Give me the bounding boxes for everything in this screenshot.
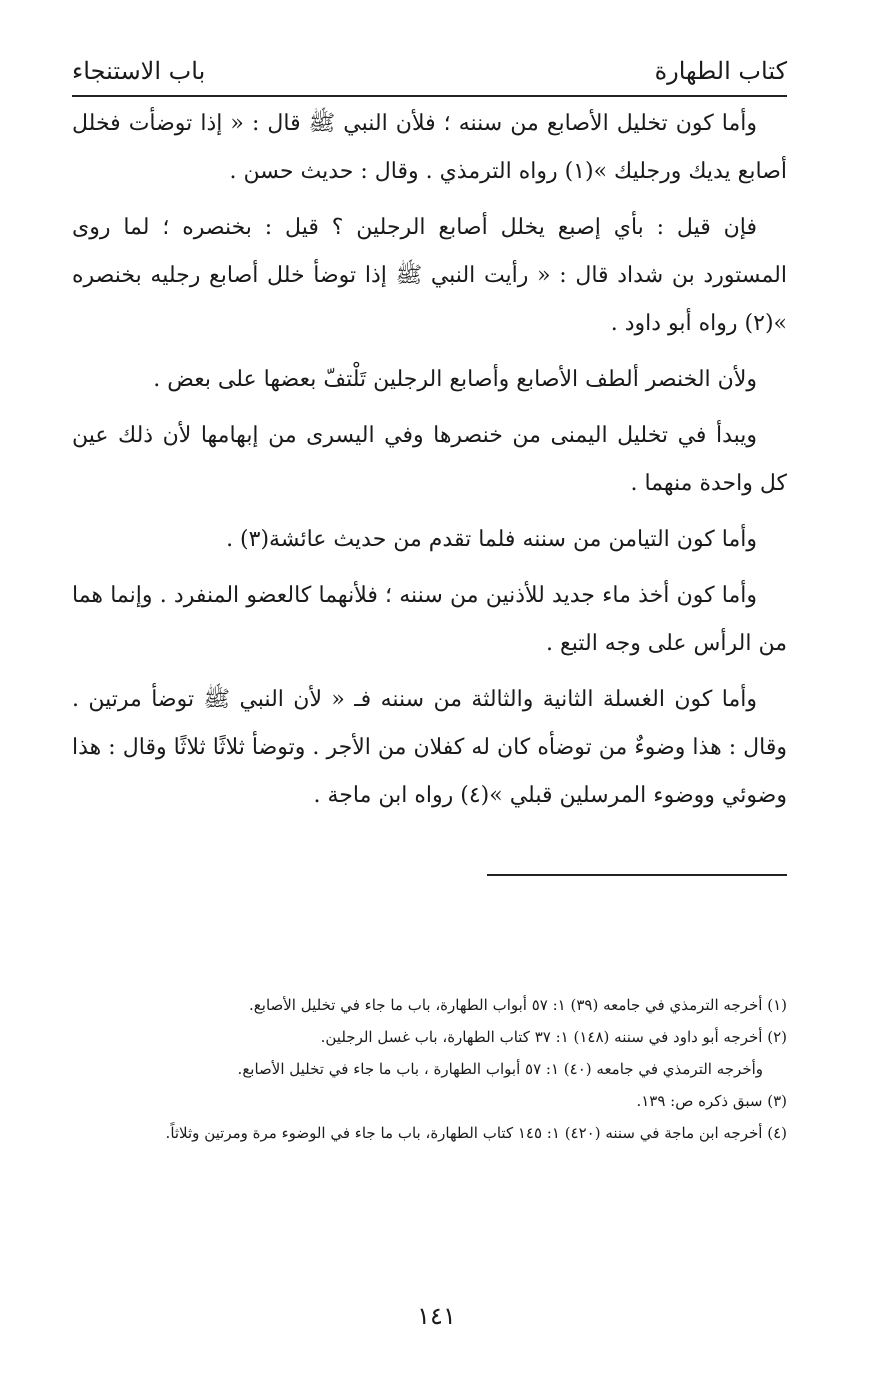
- paragraph: وأما كون أخذ ماء جديد للأذنين من سننه ؛ فلأنهما كالعضو المنفرد . وإنما هما من الرأس على وجه التبع .: [72, 583, 787, 656]
- footnote-4: (٤) أخرجه ابن ماجة في سننه (٤٢٠) ١: ١٤٥ كتاب الطهارة، باب ما جاء في الوضوء مرة ومرتين وثلاثاً.: [165, 1124, 787, 1142]
- paragraph: وأما كون تخليل الأصابع من سننه ؛ فلأن النبي ﷺ قال : « إذا توضأت فخلل أصابع يديك ورجليك »(١) رواه الترمذي . وقال : حديث حسن .: [72, 111, 787, 184]
- footnote-separator: [487, 874, 787, 876]
- footnote-1: (١) أخرجه الترمذي في جامعه (٣٩) ١: ٥٧ أبواب الطهارة، باب ما جاء في تخليل الأصابع.: [249, 996, 787, 1014]
- book-title: كتاب الطهارة: [654, 57, 787, 85]
- paragraph: وأما كون التيامن من سننه فلما تقدم من حديث عائشة(٣) .: [226, 527, 757, 552]
- paragraph: وأما كون الغسلة الثانية والثالثة من سننه فـ « لأن النبي ﷺ توضأ مرتين . وقال : هذا وضوءٌ من توضأه كان له كفلان من الأجر . وتوضأ ثلاثًا ثلاثًا وقال : هذا وضوئي ووضوء المرسلين قبلي »(٤) رواه ابن ماجة .: [72, 687, 787, 808]
- header-divider: [72, 95, 787, 97]
- footnote-2-continued: وأخرجه الترمذي في جامعه (٤٠) ١: ٥٧ أبواب الطهارة ، باب ما جاء في تخليل الأصابع.: [237, 1060, 763, 1078]
- chapter-title: باب الاستنجاء: [72, 57, 206, 85]
- footnote-2: (٢) أخرجه أبو داود في سننه (١٤٨) ١: ٣٧ كتاب الطهارة، باب غسل الرجلين.: [320, 1028, 787, 1046]
- paragraph: فإن قيل : بأي إصبع يخلل أصابع الرجلين ؟ قيل : بخنصره ؛ لما روى المستورد بن شداد قال : « رأيت النبي ﷺ إذا توضأ خلل أصابع رجليه بخنصره »(٢) رواه أبو داود .: [72, 215, 787, 336]
- main-text: [72, 100, 787, 828]
- paragraph: ويبدأ في تخليل اليمنى من خنصرها وفي اليسرى من إبهامها لأن ذلك عين كل واحدة منهما .: [72, 423, 787, 496]
- paragraph: ولأن الخنصر ألطف الأصابع وأصابع الرجلين تَلْتفّ بعضها على بعض .: [153, 367, 757, 392]
- page-number: ١٤١: [417, 1302, 456, 1330]
- footnotes: [72, 990, 787, 1150]
- footnote-3: (٣) سبق ذكره ص: ١٣٩.: [636, 1092, 787, 1110]
- running-header: [72, 55, 787, 95]
